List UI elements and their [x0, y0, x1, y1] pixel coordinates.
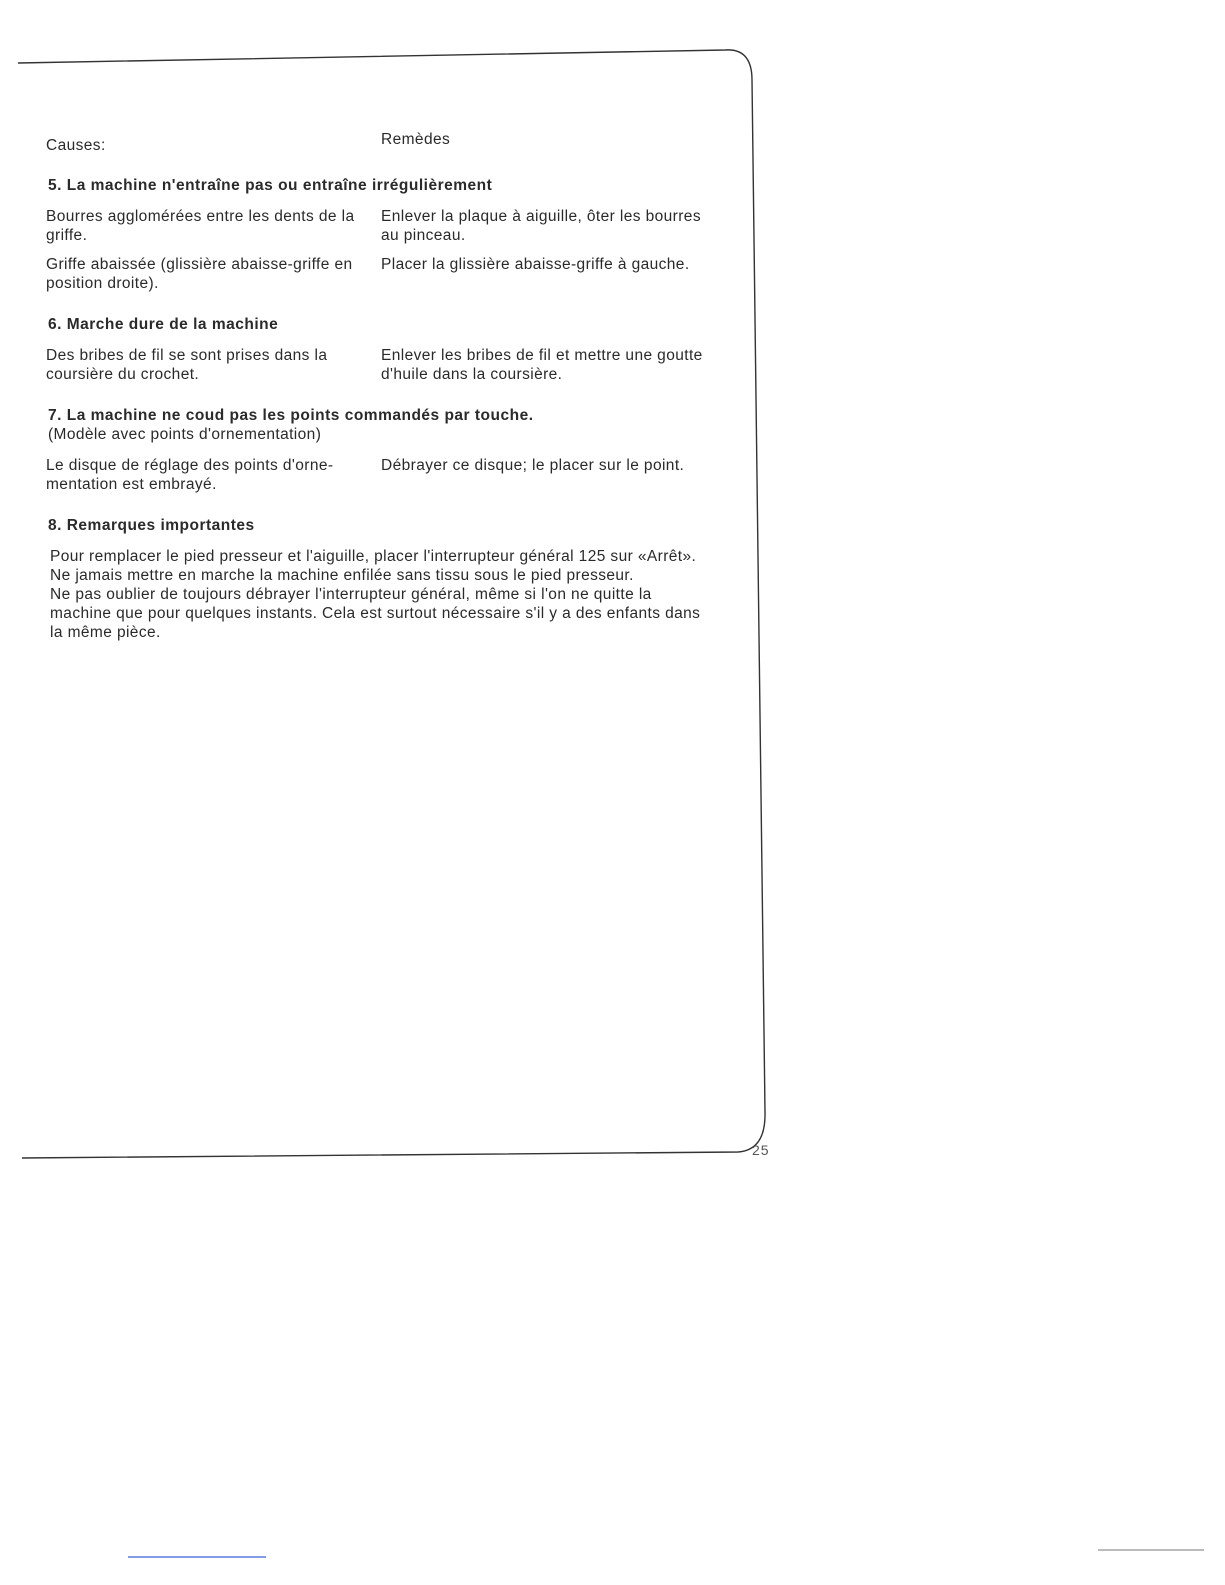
section-5-row-1 — [46, 207, 706, 245]
important-notes — [50, 547, 706, 642]
remedy-text: Placer la glissière abaisse-griffe à gauche. — [381, 256, 690, 273]
cause-text: Le disque de réglage des points d'orne-mentation est embrayé. — [46, 457, 334, 493]
cause-text: Bourres agglomérées entre les dents de la griffe. — [46, 208, 355, 244]
section-8 — [46, 516, 706, 642]
remedy-text: Débrayer ce disque; le placer sur le point. — [381, 457, 685, 474]
remedy-text: Enlever la plaque à aiguille, ôter les bourres au pinceau. — [381, 208, 701, 244]
section-7-title: 7. La machine ne coud pas les points commandés par touche. — [48, 407, 534, 424]
section-7-subtitle: (Modèle avec points d'ornementation) — [48, 426, 322, 443]
note-paragraph: Pour remplacer le pied presseur et l'aiguille, placer l'interrupteur général 125 sur «Arrêt». — [50, 548, 697, 565]
section-6-title: 6. Marche dure de la machine — [48, 316, 279, 333]
section-6-row-1 — [46, 346, 706, 384]
remedy-text: Enlever les bribes de fil et mettre une goutte d'huile dans la coursière. — [381, 347, 703, 383]
troubleshooting-content — [46, 131, 706, 664]
section-7-row-1 — [46, 456, 706, 494]
column-headers — [46, 131, 706, 158]
note-paragraph: Ne jamais mettre en marche la machine enfilée sans tissu sous le pied presseur. — [50, 567, 634, 584]
section-8-title: 8. Remarques importantes — [48, 517, 255, 534]
note-paragraph: Ne pas oublier de toujours débrayer l'interrupteur général, même si l'on ne quitte la machine que pour quelques instants. Cela est surtout nécessaire s'il y a des enfants dans la même pièce. — [50, 586, 701, 641]
causes-column-header: Causes: — [46, 137, 106, 154]
section-7 — [46, 406, 706, 494]
cause-text: Des bribes de fil se sont prises dans la coursière du crochet. — [46, 347, 328, 383]
cause-text: Griffe abaissée (glissière abaisse-griffe en position droite). — [46, 256, 353, 292]
remedies-column-header: Remèdes — [381, 131, 451, 148]
section-5-title: 5. La machine n'entraîne pas ou entraîne irrégulièrement — [48, 177, 493, 194]
page-number: 25 — [752, 1142, 770, 1158]
section-6 — [46, 315, 706, 384]
section-5-row-2 — [46, 255, 706, 293]
section-5 — [46, 176, 706, 293]
